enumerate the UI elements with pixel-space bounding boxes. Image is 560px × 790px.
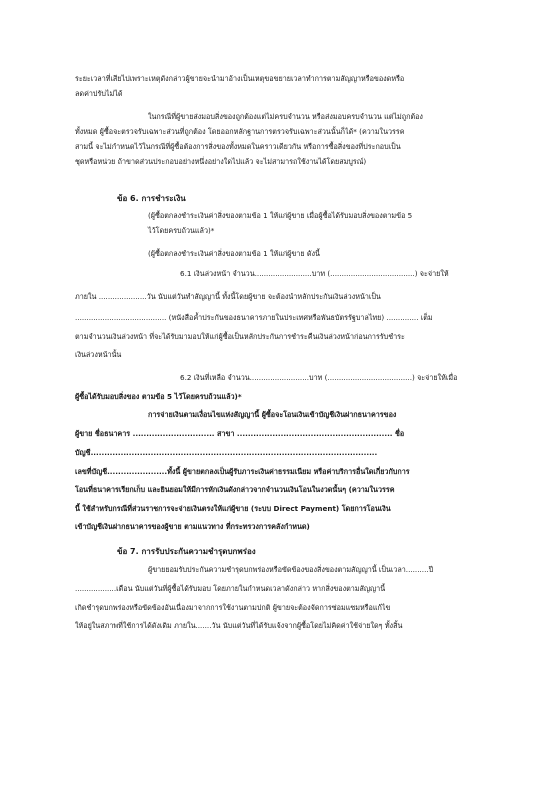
paragraph-line: ..................เดือน นับแต่วันที่ผู้ซื้อได้รับมอบ โดยภายในกำหนดเวลาดังกล่าว หากสิ่งของตามสัญญานี้ <box>75 584 386 593</box>
section-heading: ข้อ 7. การรับประกันความชำรุดบกพร่อง <box>117 547 256 556</box>
paragraph-line: (ผู้ซื้อตกลงชำระเงินค่าสิ่งของตามข้อ 1 ให้แก่ผู้ขาย ดังนี้ <box>148 249 320 258</box>
paragraph-line: ผู้ขายยอมรับประกันความชำรุดบกพร่องหรือขัดข้องของสิ่งของตามสัญญานี้ เป็นเวลา..........ปี <box>148 565 434 574</box>
paragraph-line: 6.1 เงินล่วงหน้า จำนวน.........................บาท (.....................................) จะจ่ายให้ <box>180 269 449 278</box>
paragraph-line: ระยะเวลาที่เสียไปเพราะเหตุดังกล่าวผู้ขายจะนำมาอ้างเป็นเหตุขอขยายเวลาทำการตามสัญญาหรือของดหรือ <box>75 74 405 83</box>
paragraph-line: ผู้ขาย ชื่อธนาคาร .............................. สาขา ......................................................... ชื่อ <box>75 429 405 438</box>
paragraph-line: 6.2 เงินที่เหลือ จำนวน..........................บาท (.....................................) จะจ่ายให้เมื่อ <box>180 373 458 382</box>
paragraph-line: ภายใน .....................วัน นับแต่วันทำสัญญานี้ ทั้งนี้โดยผู้ขาย จะต้องนำหลักประกันเงินล่วงหน้าเป็น <box>75 292 381 301</box>
paragraph-line: (ผู้ซื้อตกลงชำระเงินค่าสิ่งของตามข้อ 1 ให้แก่ผู้ขาย เมื่อผู้ซื้อได้รับมอบสิ่งของตามข้อ 5 <box>148 211 413 220</box>
paragraph-line: นี้ ใช้สำหรับกรณีที่ส่วนราชการจะจ่ายเงินตรงให้แก่ผู้ขาย (ระบบ Direct Payment) โดยการโอนเงิน <box>75 504 391 513</box>
paragraph-line: ให้อยู่ในสภาพที่ใช้การได้ดังเดิม ภายใน.......วัน นับแต่วันที่ได้รับแจ้งจากผู้ซื้อโดยไม่คิดค่าใช้จ่ายใดๆ ทั้งสิ้น <box>75 621 403 630</box>
paragraph-line: เงินล่วงหน้านั้น <box>75 350 122 359</box>
paragraph-line: ผู้ซื้อได้รับมอบสิ่งของ ตามข้อ 5 ไว้โดยครบถ้วนแล้ว)* <box>75 392 242 401</box>
paragraph-line: ........................................ (หนังสือค้ำประกันของธนาคารภายในประเทศหรือพันธบัตรรัฐบาลไทย) .............. เต็ม <box>75 313 433 322</box>
paragraph-line: ลดค่าปรับไม่ได้ <box>75 89 123 98</box>
paragraph-line: การจ่ายเงินตามเงื่อนไขแห่งสัญญานี้ ผู้ซื้อจะโอนเงินเข้าบัญชีเงินฝากธนาคารของ <box>148 410 397 419</box>
paragraph-line: ในกรณีที่ผู้ขายส่งมอบสิ่งของถูกต้องแต่ไม่ครบจำนวน หรือส่งมอบครบจำนวน แต่ไม่ถูกต้อง <box>148 112 423 121</box>
paragraph-line: บัญชี......................................................................................................... <box>75 448 378 457</box>
paragraph-line: สามนี้ จะไม่กำหนดไว้ในกรณีที่ผู้ซื้อต้องการสิ่งของทั้งหมดในคราวเดียวกัน หรือการซื้อสิ่งของที่ประกอบเป็น <box>75 142 401 151</box>
paragraph-line: เลขที่บัญชี......................ทั้งนี้ ผู้ขายตกลงเป็นผู้รับภาระเงินค่าธรรมเนียม หรือค่าบริการอื่นใดเกี่ยวกับการ <box>75 467 410 476</box>
paragraph-line: ไว้โดยครบถ้วนแล้ว)* <box>148 226 215 235</box>
paragraph-line: ทั้งหมด ผู้ซื้อจะตรวจรับเฉพาะส่วนที่ถูกต้อง โดยออกหลักฐานการตรวจรับเฉพาะส่วนนั้นก็ได้* (ความในวรรค <box>75 127 405 136</box>
paragraph-line: โอนที่ธนาคารเรียกเก็บ และยินยอมให้มีการหักเงินดังกล่าวจากจำนวนเงินโอนในงวดนั้นๆ (ความในวรรค <box>75 485 395 494</box>
section-heading: ข้อ 6. การชำระเงิน <box>117 194 186 203</box>
paragraph-line: เกิดชำรุดบกพร่องหรือขัดข้องอันเนื่องมาจากการใช้งานตามปกติ ผู้ขายจะต้องจัดการซ่อมแซมหรือแก้ไข <box>75 603 391 612</box>
paragraph-line: ชุดหรือหน่วย ถ้าขาดส่วนประกอบอย่างหนึ่งอย่างใดไปแล้ว จะไม่สามารถใช้งานได้โดยสมบูรณ์) <box>75 157 367 166</box>
paragraph-line: ตามจำนวนเงินล่วงหน้า ที่จะได้รับมามอบให้แก่ผู้ซื้อเป็นหลักประกันการชำระคืนเงินล่วงหน้าก่อนการรับชำระ <box>75 332 405 341</box>
paragraph-line: เข้าบัญชีเงินฝากธนาคารของผู้ขาย ตามแนวทาง ที่กระทรวงการคลังกำหนด) <box>75 522 310 531</box>
